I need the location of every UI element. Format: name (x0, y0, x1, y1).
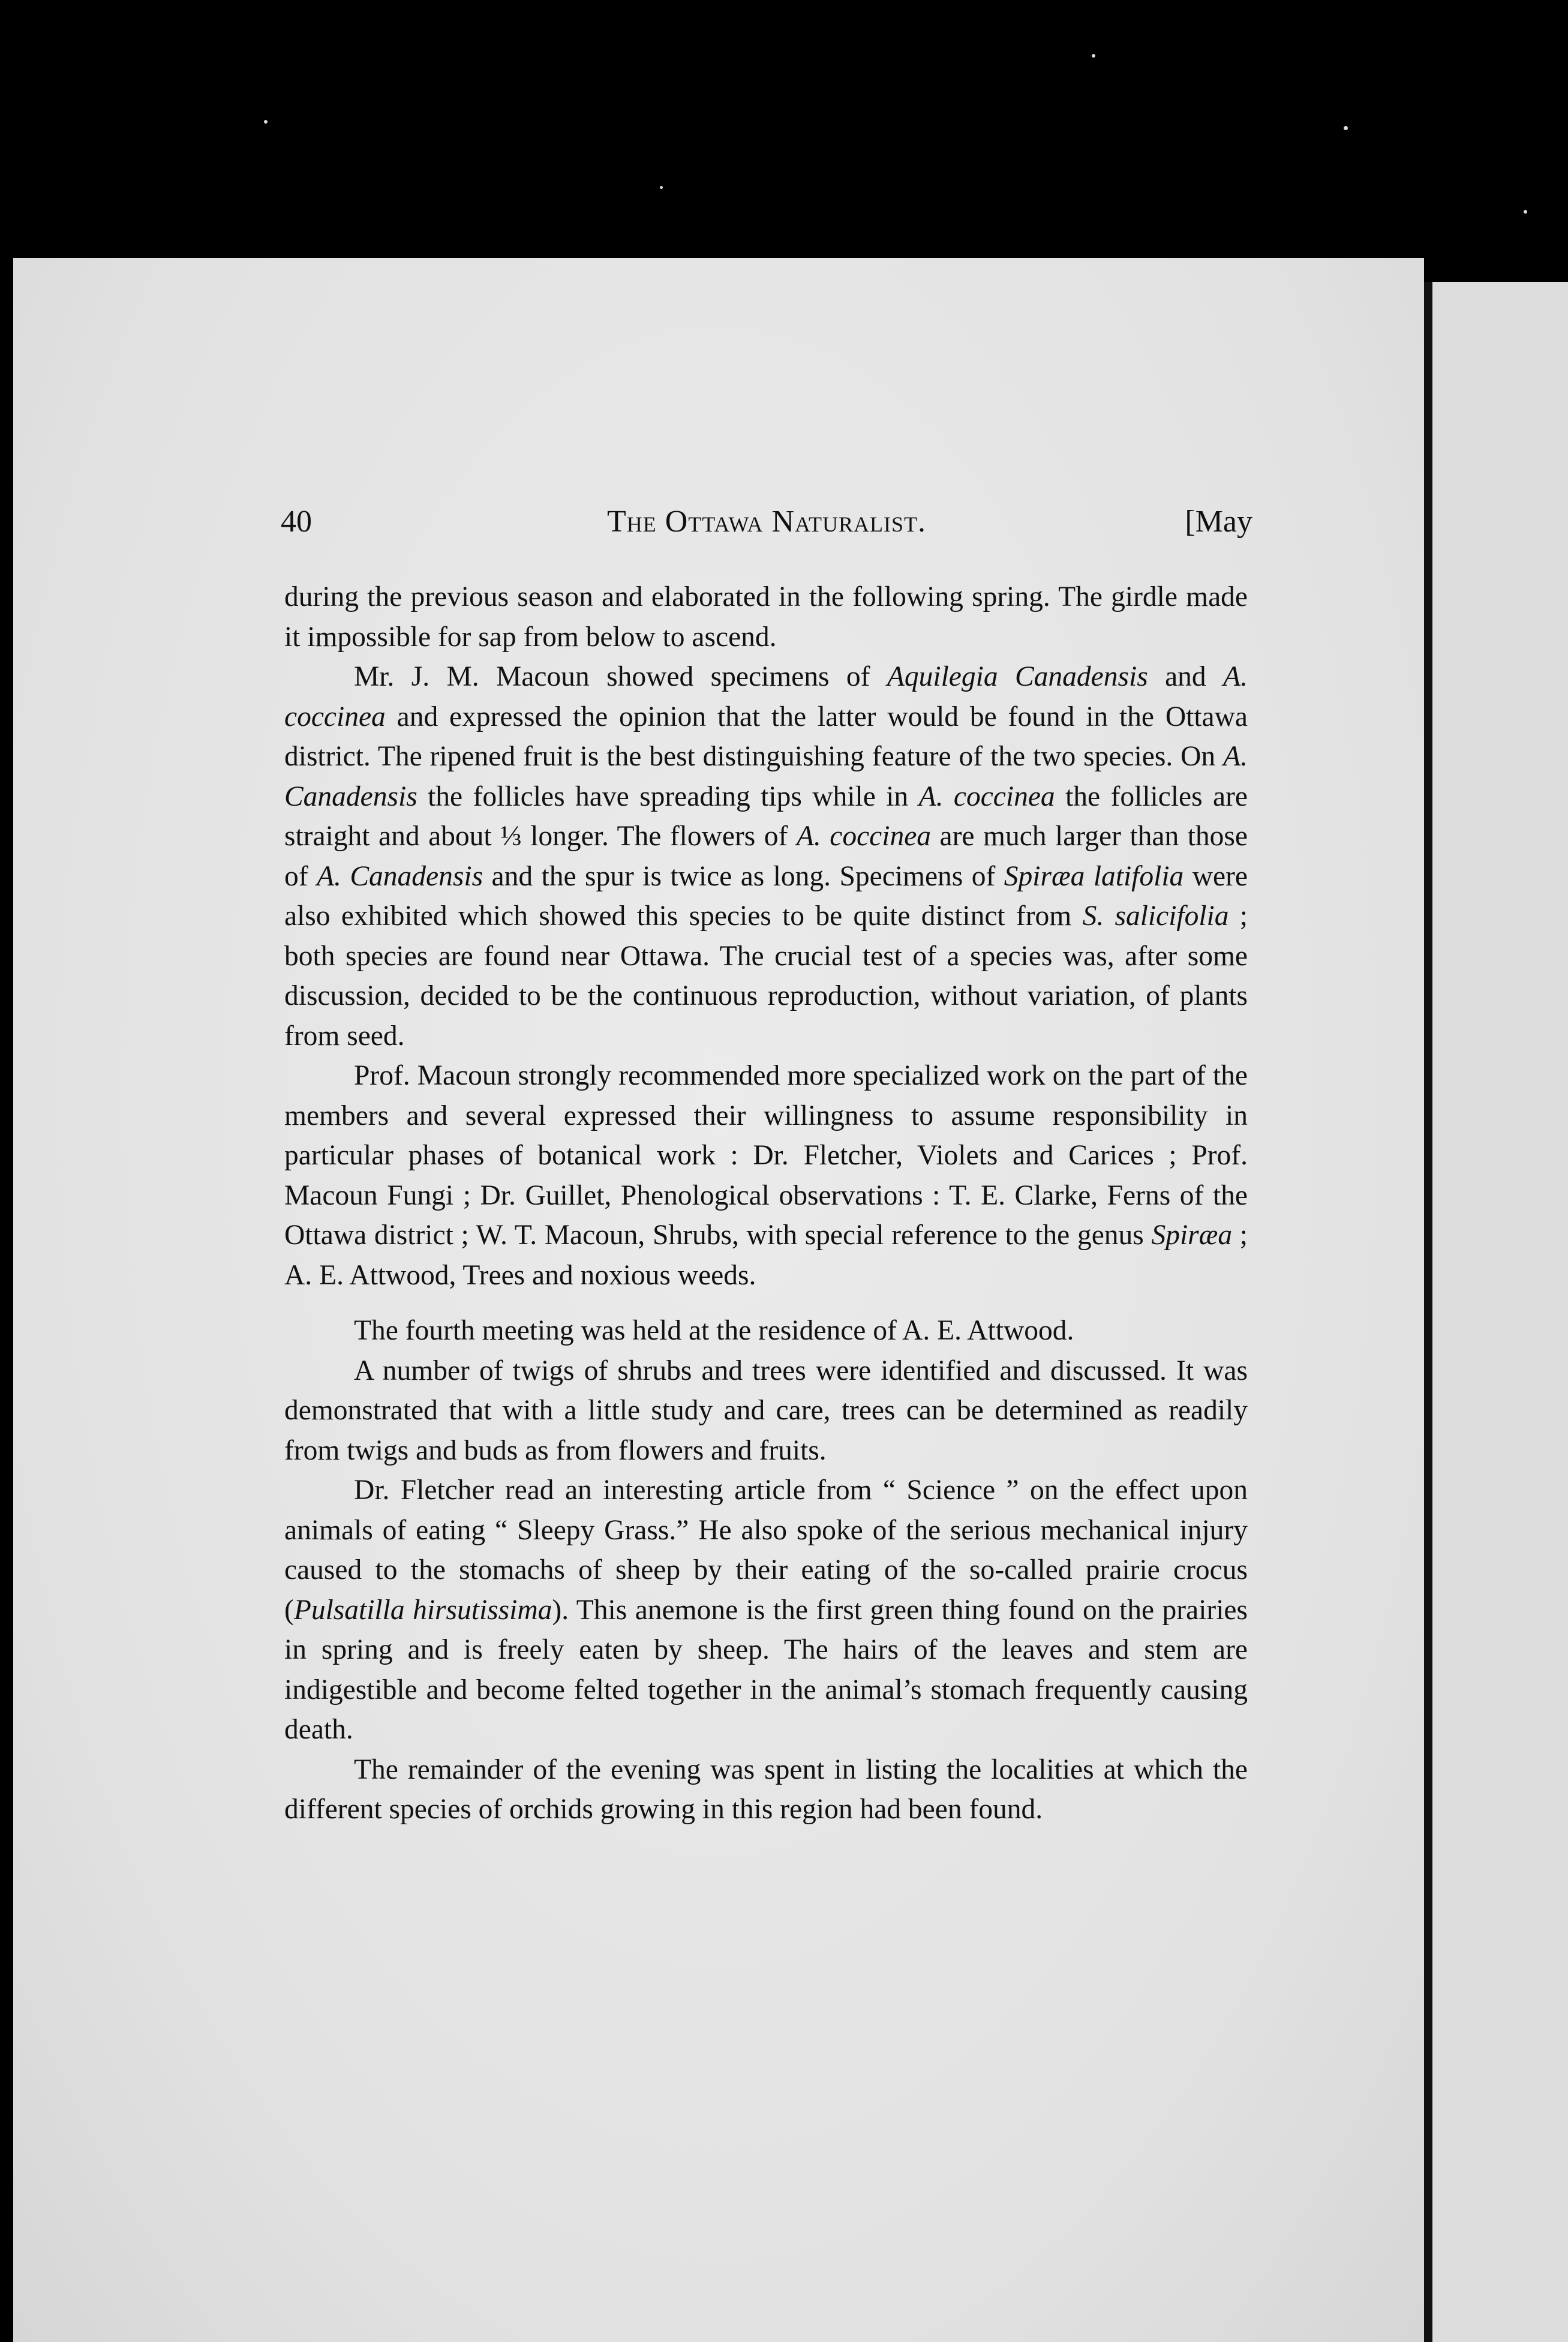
adjacent-page-edge (1424, 282, 1568, 2342)
text-run: were also exhibited which showed this species to be quite distinct from (284, 860, 1248, 932)
text-run: and (1148, 661, 1224, 692)
italic-text: A. coccinea (796, 821, 932, 852)
italic-text: A. Canadensis (317, 860, 483, 892)
paragraph (284, 1311, 1248, 1351)
italic-text: S. salicifolia (1082, 900, 1229, 932)
paragraph (284, 1351, 1248, 1471)
text-run: ; both species are found near Ottawa. The crucial test of a species was, after some discussion, decided to be the continuous reproduction, without variation, of plants from seed. (284, 900, 1248, 1052)
dust-speck (1524, 210, 1527, 214)
text-run: The fourth meeting was held at the residence of A. E. Attwood. (354, 1315, 1074, 1346)
header-month: [May (1185, 505, 1252, 539)
italic-text: Pulsatilla hirsutissima (293, 1594, 552, 1626)
paragraph (284, 1750, 1248, 1830)
dust-speck (1344, 126, 1348, 130)
page-number: 40 (281, 505, 312, 539)
text-run: ). This anemone is the first green thing found on the prairies in spring and is freely eaten by sheep. The hairs of the leaves and stem are indigestible and become felted together in the animal’s stomach frequently causing death. (284, 1594, 1248, 1745)
text-run: ; A. E. Attwood, Trees and noxious weeds. (284, 1220, 1248, 1291)
text-run: the follicles are straight and about ⅓ longer. The flowers of (284, 780, 1248, 852)
running-title: The Ottawa Naturalist. (606, 505, 927, 539)
dust-speck (660, 186, 663, 189)
text-run: and expressed the opinion that the latter would be found in the Ottawa district. The ripened fruit is the best distinguishing feature of the two species. On (284, 701, 1248, 772)
dust-speck (1092, 54, 1095, 58)
italic-text: A. Canadensis (284, 741, 1248, 812)
text-run: and the spur is twice as long. Specimens of (483, 860, 1004, 892)
paragraph (284, 1056, 1248, 1295)
italic-text: A. coccinea (284, 661, 1248, 732)
text-run: the follicles have spreading tips while in (417, 780, 919, 812)
text-run: Prof. Macoun strongly recommended more specialized work on the part of the members and several expressed their willingness to assume responsibility in particular phases of botanical work : Dr. Fletcher, Violets and Carices ; Prof. Macoun Fungi ; Dr. Guillet, Phenological observations : T. E. Clarke, Ferns of the Ottawa district ; W. T. Macoun, Shrubs, with special reference to the genus (284, 1060, 1248, 1251)
text-run: Mr. J. M. Macoun showed specimens of (354, 661, 887, 692)
page-header (281, 504, 1252, 552)
body-text (284, 577, 1248, 1830)
text-run: A number of twigs of shrubs and trees were identified and discussed. It was demonstrated that with a little study and care, trees can be determined as readily from twigs and buds as from flowers and fruits. (284, 1355, 1248, 1466)
italic-text: Spiræa (1151, 1220, 1233, 1251)
italic-text: A. coccinea (918, 780, 1055, 812)
paragraph (284, 1470, 1248, 1750)
italic-text: Spiræa latifolia (1004, 860, 1184, 892)
paragraph (284, 577, 1248, 657)
dust-speck (264, 120, 268, 124)
paragraph (284, 657, 1248, 1056)
text-run: The remainder of the evening was spent in listing the localities at which the different species of orchids growing in this region had been found. (284, 1754, 1248, 1825)
text-run: Dr. Fletcher read an interesting article from “ Science ” on the effect upon animals of eating “ Sleepy Grass.” He also spoke of the serious mechanical injury caused to the stomachs of sheep by their eating of the so-called prairie crocus ( (284, 1475, 1248, 1626)
text-run: are much larger than those of (284, 821, 1248, 892)
italic-text: Aquilegia Canadensis (887, 661, 1148, 692)
text-run: during the previous season and elaborated in the following spring. The girdle made it impossible for sap from below to ascend. (284, 581, 1248, 653)
